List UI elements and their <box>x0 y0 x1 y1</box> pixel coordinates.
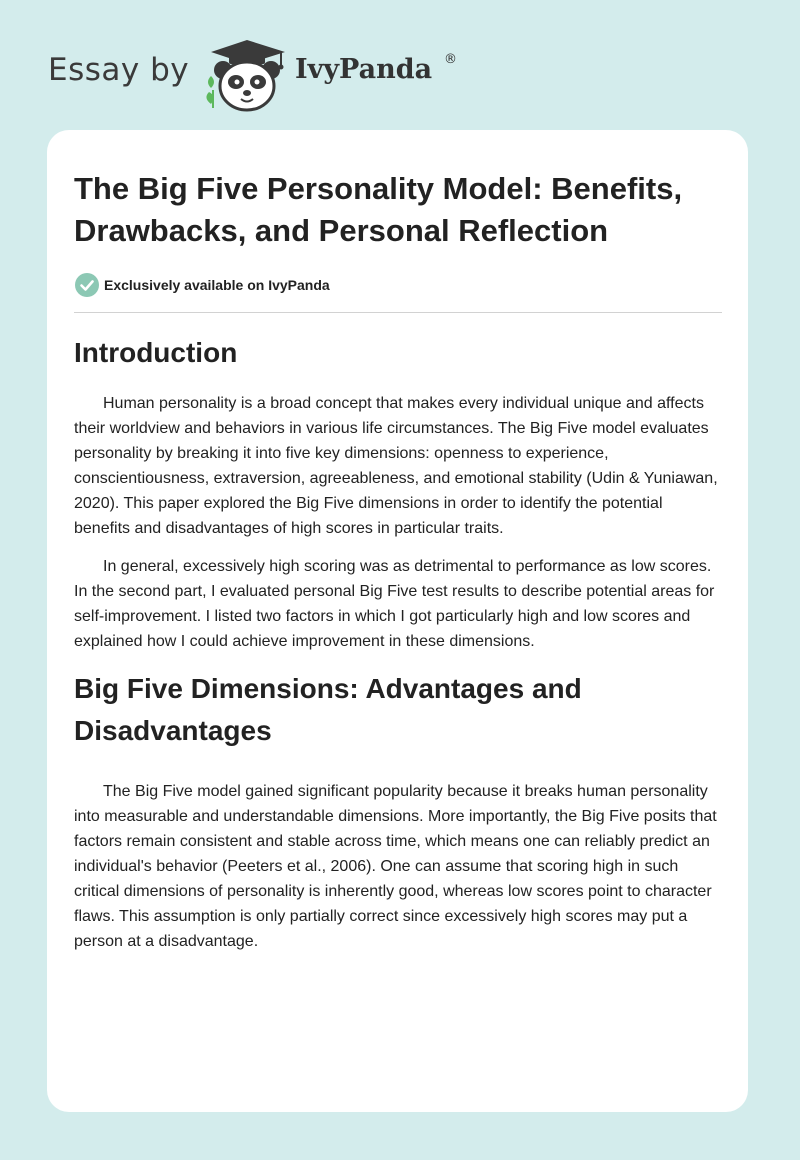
check-circle-icon <box>74 272 100 298</box>
panda-logo-icon <box>201 36 293 112</box>
brand-name: IvyPanda <box>295 54 433 85</box>
exclusive-badge <box>74 272 722 298</box>
section-heading-introduction: Introduction <box>74 337 238 368</box>
brand-header[interactable] <box>48 36 468 112</box>
essay-content <box>74 168 722 954</box>
paragraph: In general, excessively high scoring was as detrimental to performance as low scores. In the second part, I evaluated personal Big Five test results to describe potential areas for self-improvement. I listed two factors in which I got particularly high and low scores and explained how I could achieve improvement in these dimensions. <box>74 558 715 650</box>
essay-title: The Big Five Personality Model: Benefits, Drawbacks, and Personal Reflection <box>74 171 683 248</box>
section-heading-big-five-dimensions: Big Five Dimensions: Advantages and Disadvantages <box>74 673 582 746</box>
brand-prefix: Essay by <box>48 52 190 88</box>
essay-card <box>47 130 748 1112</box>
paragraph: Human personality is a broad concept that makes every individual unique and affects their worldview and behaviors in various life circumstances. The Big Five model evaluates personality by breaking it into five key dimensions: openness to experience, conscientiousness, extraversion, agreeableness, and emotional stability (Udin & Yuniawan, 2020). This paper explored the Big Five dimensions in order to identify the potential benefits and disadvantages of high scores in particular traits. <box>74 395 718 537</box>
title-divider <box>74 312 722 313</box>
paragraph: The Big Five model gained significant popularity because it breaks human personality into measurable and understandable dimensions. More importantly, the Big Five posits that factors remain consistent and stable across time, which means one can reliably predict an individual's behavior (Peeters et al., 2006). One can assume that scoring high in such critical dimensions of personality is inherently good, whereas low scores point to character flaws. This assumption is only partially correct since excessively high scores may put a person at a disadvantage. <box>74 783 717 950</box>
exclusive-badge-label: Exclusively available on IvyPanda <box>104 277 330 293</box>
registered-mark: ® <box>444 52 457 67</box>
